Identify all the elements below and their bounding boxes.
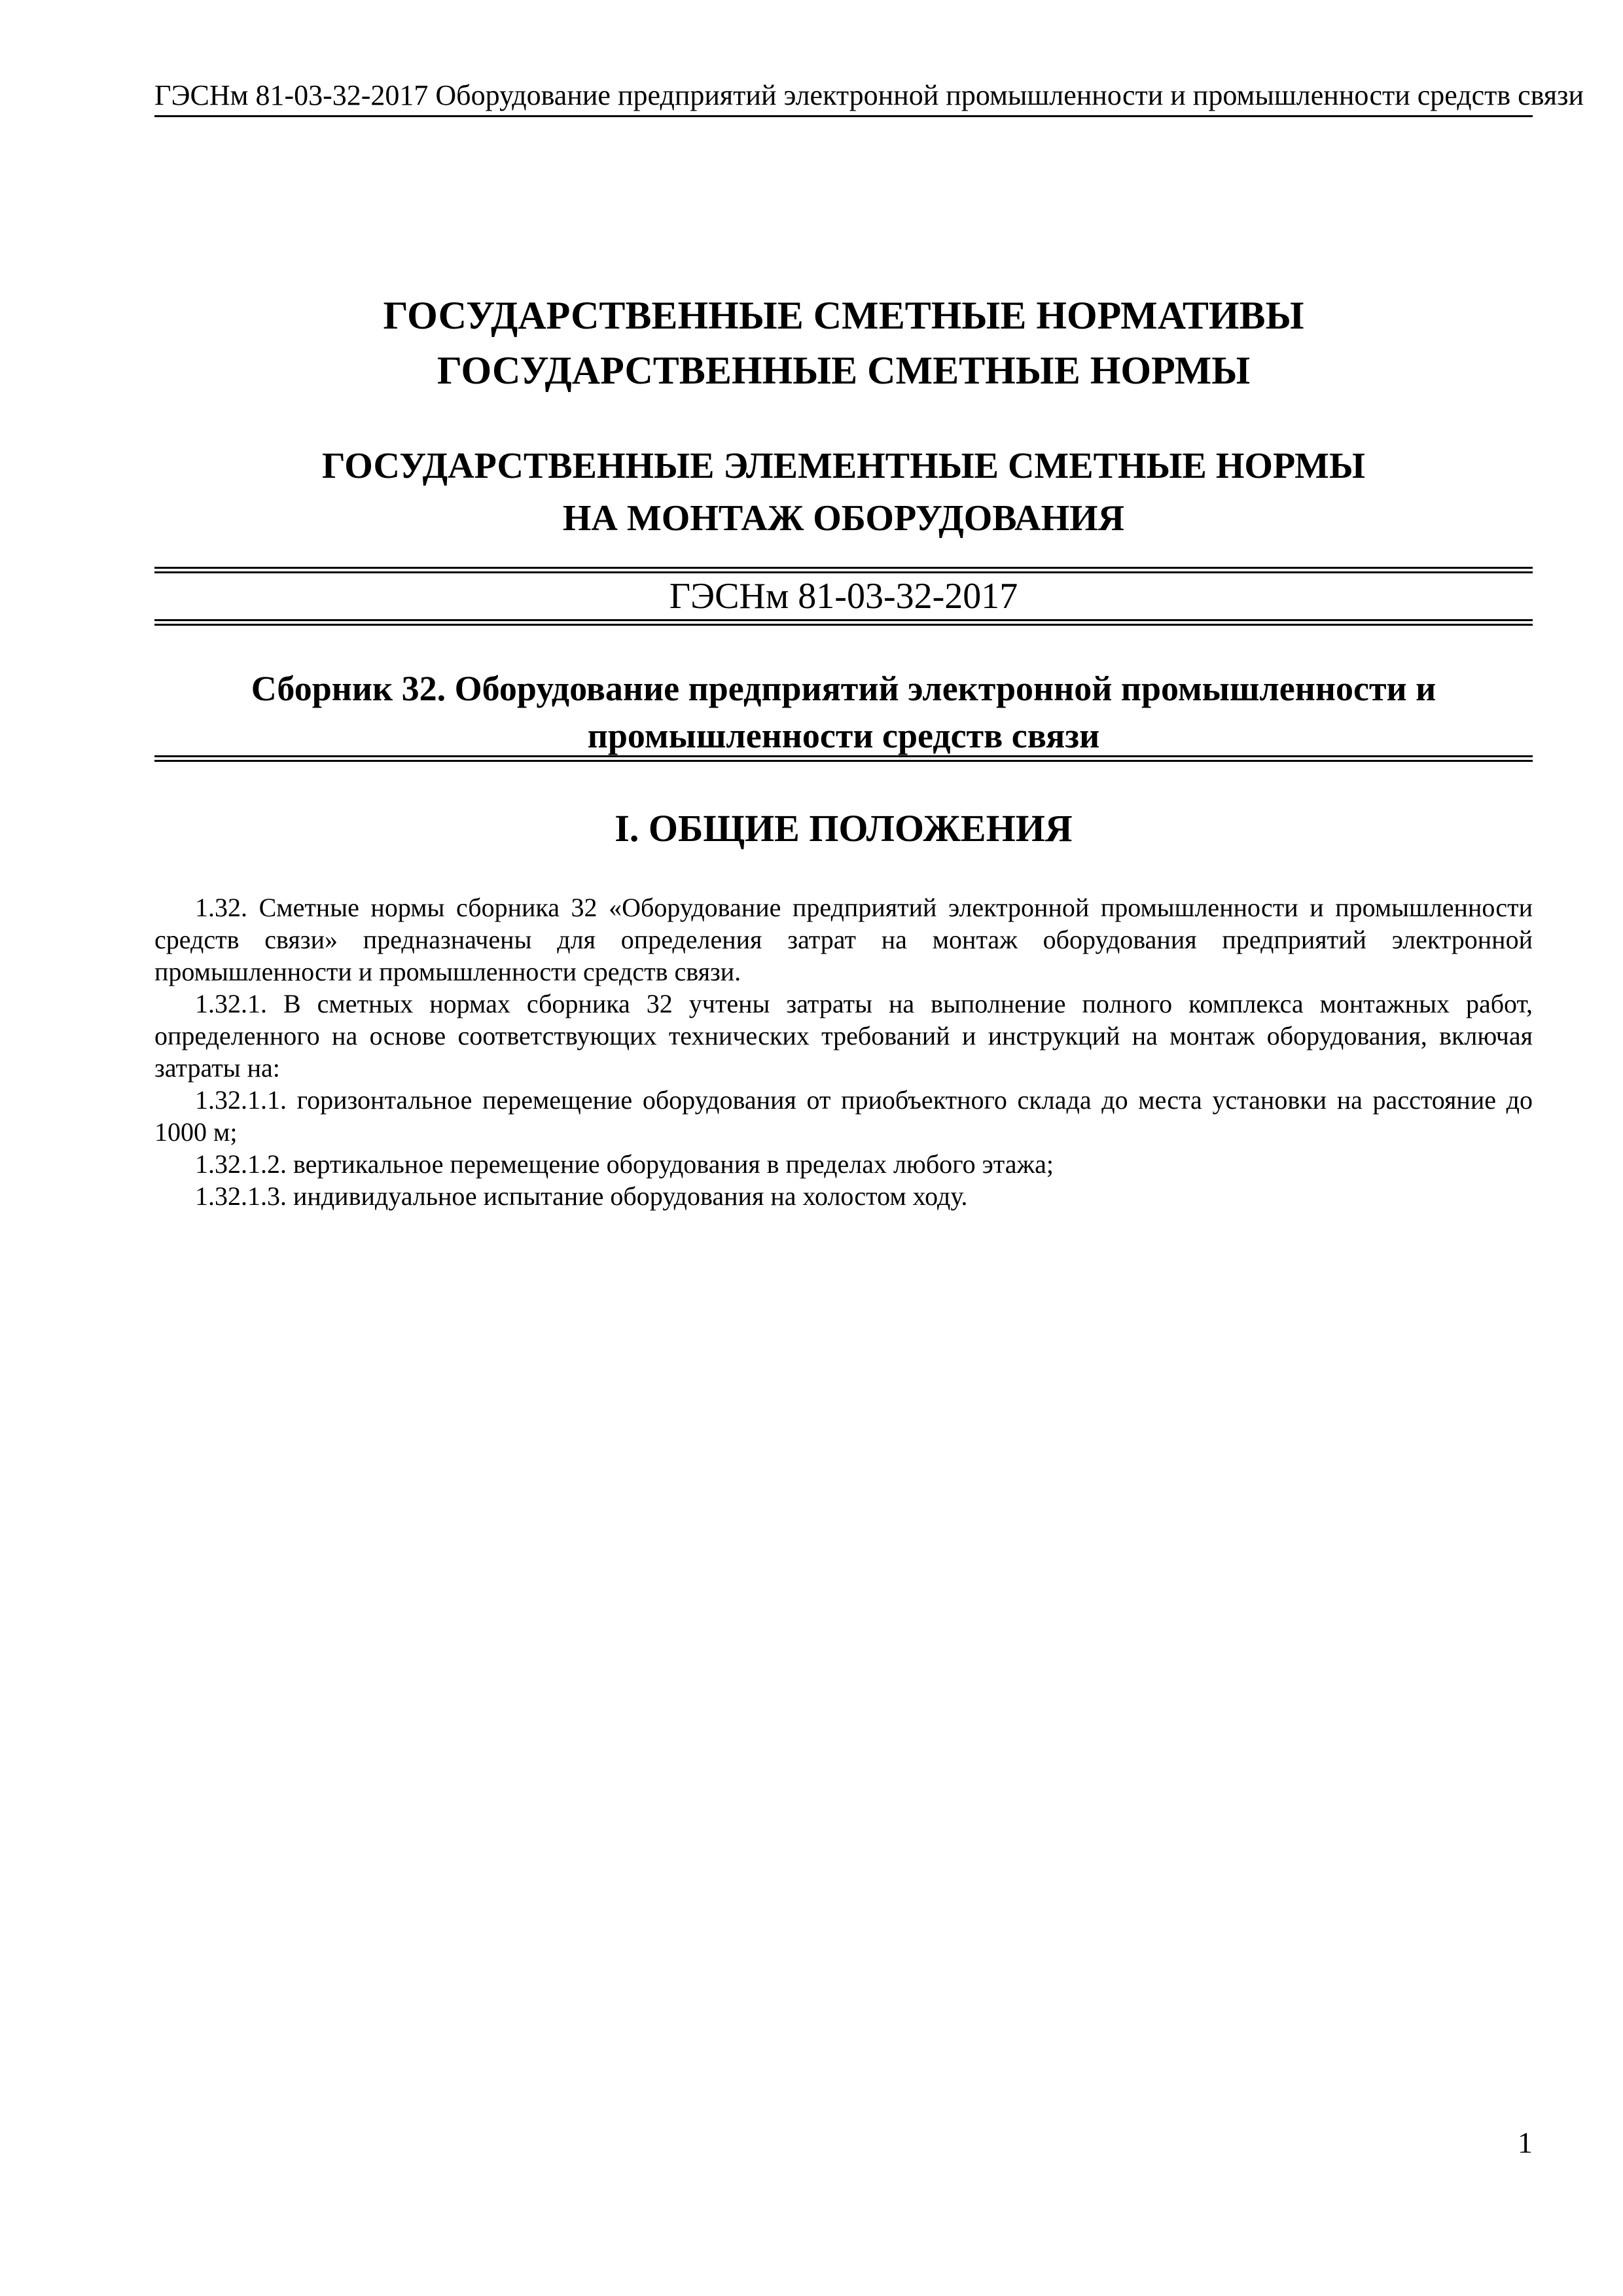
paragraph-1-32-1: 1.32.1. В сметных нормах сборника 32 учтены затраты на выполнение полного комплекса монтажных работ, определенного на основе соответствующих технических требований и инструкций на монтаж оборудования, включая затраты на: xyxy=(154,989,1533,1083)
main-title-line-2: ГОСУДАРСТВЕННЫЕ СМЕТНЫЕ НОРМЫ xyxy=(437,349,1251,392)
running-header: ГЭСНм 81-03-32-2017 Оборудование предприятий электронной промышленности и промышленности средств связи xyxy=(154,79,1584,111)
subtitle xyxy=(154,440,1533,545)
code-bottom-rule xyxy=(154,619,1533,626)
body-text xyxy=(154,891,1533,1212)
page-number: 1 xyxy=(1518,2126,1533,2159)
section-title: I. ОБЩИЕ ПОЛОЖЕНИЯ xyxy=(615,807,1073,850)
document-code: ГЭСНм 81-03-32-2017 xyxy=(669,576,1018,617)
subtitle-line-1: ГОСУДАРСТВЕННЫЕ ЭЛЕМЕНТНЫЕ СМЕТНЫЕ НОРМЫ xyxy=(322,446,1365,486)
code-top-rule xyxy=(154,567,1533,573)
header-rule xyxy=(154,115,1533,117)
main-title xyxy=(154,288,1533,398)
paragraph-1-32: 1.32. Сметные нормы сборника 32 «Оборудование предприятий электронной промышленности и промышленности средств связи» предназначены для определения затрат на монтаж оборудования предприятий электронной промышленности и промышленности средств связи. xyxy=(154,893,1533,986)
paragraph-1-32-1-1: 1.32.1.1. горизонтальное перемещение оборудования от приобъектного склада до места установки на расстояние до 1000 м; xyxy=(154,1085,1533,1147)
collection-rule xyxy=(154,755,1533,762)
subtitle-line-2: НА МОНТАЖ ОБОРУДОВАНИЯ xyxy=(562,498,1125,539)
collection-title-line-2: промышленности средств связи xyxy=(587,716,1100,755)
paragraph-1-32-1-2: 1.32.1.2. вертикальное перемещение оборудования в пределах любого этажа; xyxy=(195,1149,1054,1179)
paragraph-1-32-1-3: 1.32.1.3. индивидуальное испытание оборудования на холостом ходу. xyxy=(195,1181,968,1211)
collection-title-line-1: Сборник 32. Оборудование предприятий электронной промышленности и xyxy=(251,669,1436,708)
collection-title xyxy=(154,665,1533,759)
main-title-line-1: ГОСУДАРСТВЕННЫЕ СМЕТНЫЕ НОРМАТИВЫ xyxy=(383,294,1304,337)
